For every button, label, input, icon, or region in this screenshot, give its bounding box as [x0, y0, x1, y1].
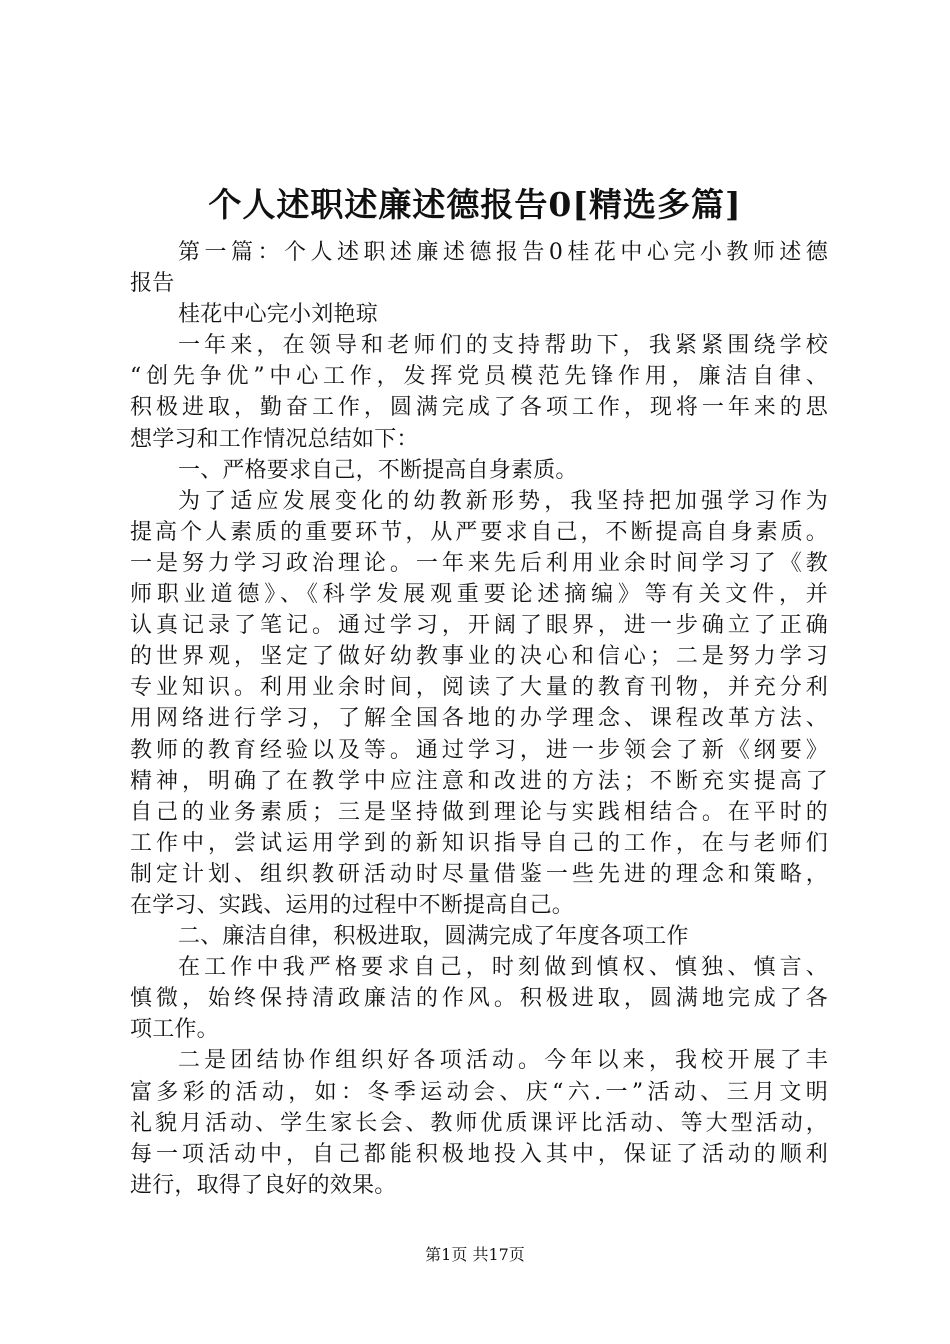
text-line: 报告	[130, 271, 175, 297]
text-line: 二、廉洁自律，积极进取，圆满完成了年度各项工作	[178, 924, 689, 950]
text-line: 一、严格要求自己，不断提高自身素质。	[178, 457, 578, 483]
text-line: 二是团结协作组织好各项活动。今年以来，我校开展了丰	[178, 1048, 828, 1074]
text-line: 用网络进行学习，了解全国各地的办学理念、课程改革方法、	[130, 706, 828, 732]
text-line: 想学习和工作情况总结如下：	[130, 426, 419, 452]
text-line: 认真记录了笔记。通过学习，开阔了眼界，进一步确立了正确	[130, 613, 828, 639]
text-line: 师职业道德》、《科学发展观重要论述摘编》等有关文件，并	[130, 582, 828, 608]
text-line: 第一篇：个人述职述廉述德报告0桂花中心完小教师述德	[178, 240, 828, 265]
text-line: 积极进取，勤奋工作，圆满完成了各项工作，现将一年来的思	[130, 395, 828, 421]
text-line: 礼貌月活动、学生家长会、教师优质课评比活动、等大型活动，	[130, 1110, 828, 1136]
text-line: 的世界观，坚定了做好幼教事业的决心和信心；二是努力学习	[130, 644, 828, 670]
text-line: 项工作。	[130, 1017, 219, 1043]
text-line: 慎微，始终保持清政廉洁的作风。积极进取，圆满地完成了各	[130, 986, 828, 1012]
text-line: 一是努力学习政治理论。一年来先后利用业余时间学习了《教	[130, 550, 828, 576]
text-line: “创先争优”中心工作，发挥党员模范先锋作用，廉洁自律、	[130, 364, 828, 390]
text-line: 自己的业务素质；三是坚持做到理论与实践相结合。在平时的	[130, 799, 828, 825]
text-line: 桂花中心完小刘艳琼	[178, 302, 378, 328]
text-line: 提高个人素质的重要环节，从严要求自己，不断提高自身素质。	[130, 519, 828, 545]
document-body	[130, 237, 828, 1201]
text-line: 在工作中我严格要求自己，时刻做到慎权、慎独、慎言、	[178, 955, 828, 981]
text-line: 每一项活动中，自己都能积极地投入其中，保证了活动的顺利	[130, 1141, 828, 1167]
text-line: 精神，明确了在教学中应注意和改进的方法；不断充实提高了	[130, 768, 828, 794]
text-line: 专业知识。利用业余时间，阅读了大量的教育刊物，并充分利	[130, 675, 828, 701]
text-line: 制定计划、组织教研活动时尽量借鉴一些先进的理念和策略，	[130, 861, 828, 887]
document-title: 个人述职述廉述德报告0[精选多篇]	[208, 185, 742, 224]
text-line: 在学习、实践、运用的过程中不断提高自己。	[130, 892, 575, 918]
text-line: 一年来，在领导和老师们的支持帮助下，我紧紧围绕学校	[178, 333, 828, 359]
text-line: 工作中，尝试运用学到的新知识指导自己的工作，在与老师们	[130, 830, 828, 856]
text-line: 为了适应发展变化的幼教新形势，我坚持把加强学习作为	[178, 488, 828, 514]
page-footer: 第1页 共17页	[425, 1245, 525, 1264]
text-line: 进行，取得了良好的效果。	[130, 1172, 397, 1198]
text-line: 教师的教育经验以及等。通过学习，进一步领会了新《纲要》	[130, 737, 828, 763]
text-line: 富多彩的活动，如：冬季运动会、庆“六.一”活动、三月文明	[130, 1079, 828, 1105]
